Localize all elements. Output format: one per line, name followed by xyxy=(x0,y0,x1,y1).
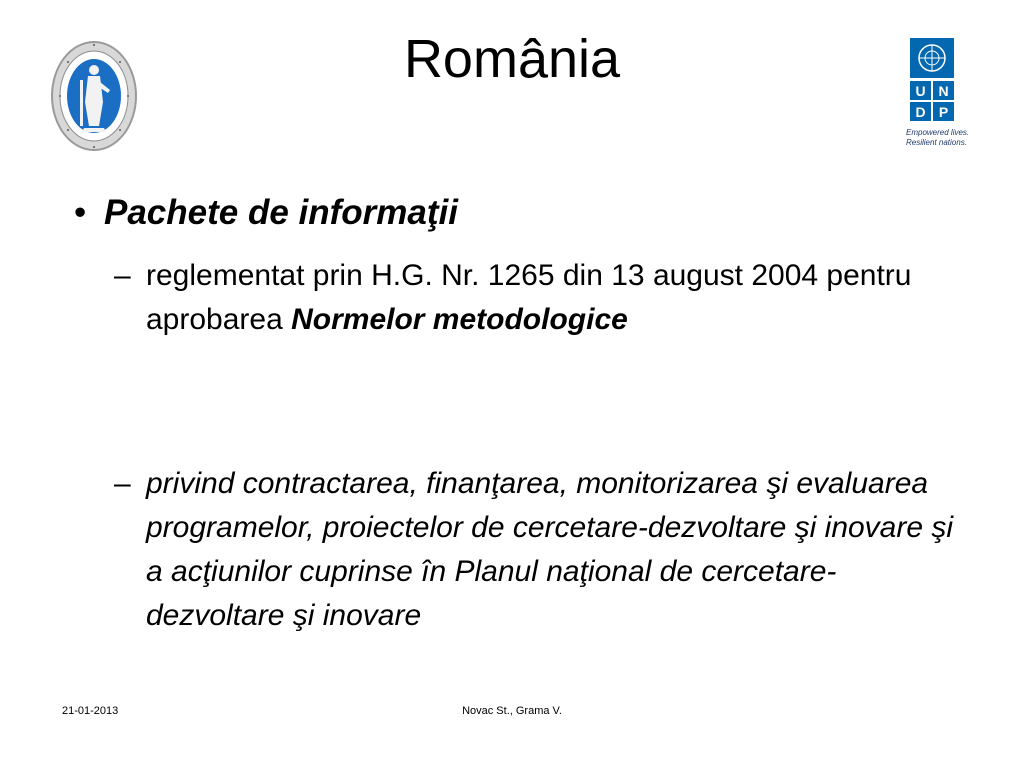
sub-bullet-dash: – xyxy=(114,467,131,500)
sub-bullet-regulation xyxy=(146,254,966,342)
bullet-heading: Pachete de informaţii xyxy=(104,193,458,232)
undp-letter-p: P xyxy=(938,104,949,120)
regulation-emphasis: Normelor metodologice xyxy=(291,303,628,336)
slide-title: România xyxy=(403,29,621,89)
undp-letter-u: U xyxy=(915,83,926,99)
sub-bullet-scope: privind contractarea, finanţarea, monitorizarea şi evaluarea programelor, proiectelor de cercetare-dezvoltare şi inovare şi a acţiunilor cuprinse în Planul naţional de cercetare-dezvoltare şi inovare xyxy=(146,467,954,632)
sub-bullet-dash: – xyxy=(114,259,131,292)
undp-letter-n: N xyxy=(938,83,949,99)
footer-author: Novac St., Grama V. xyxy=(462,705,562,717)
undp-tagline-line1: Empowered lives. xyxy=(906,128,970,137)
bullet-marker: • xyxy=(74,193,87,232)
regulation-text: reglementat prin H.G. Nr. 1265 din 13 august 2004 pentru aprobarea xyxy=(146,259,912,336)
undp-letter-d: D xyxy=(915,104,926,120)
undp-logo-icon xyxy=(906,38,976,126)
undp-tagline-line2: Resilient nations. xyxy=(906,138,967,147)
undp-tagline xyxy=(906,128,978,148)
footer-date: 21-01-2013 xyxy=(62,705,119,717)
